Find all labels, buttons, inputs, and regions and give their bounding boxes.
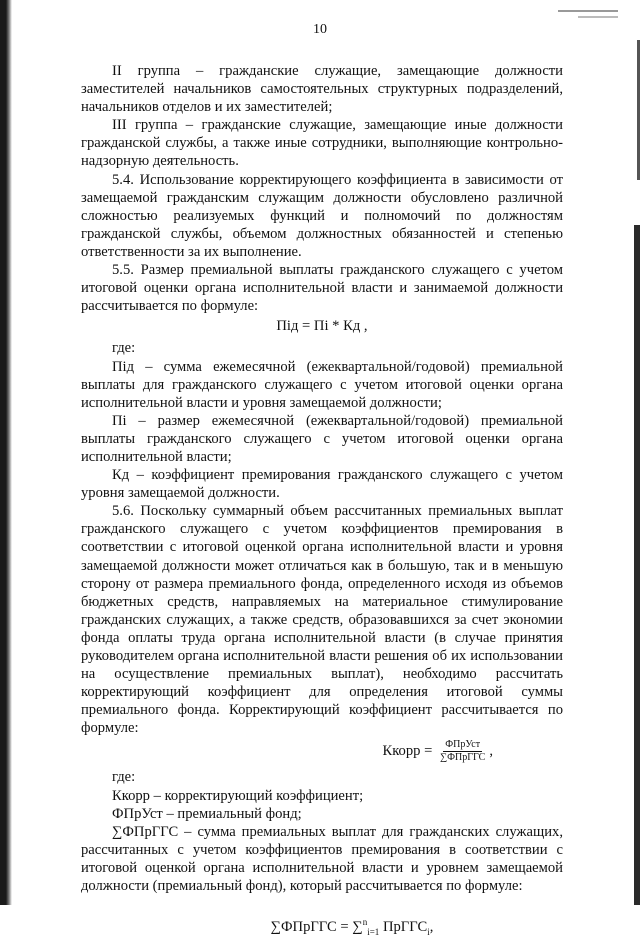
formula-sum-term-sub: i [427,926,430,937]
formula-kkorr-fraction [438,739,487,764]
formula-sum-fprggs [81,913,563,941]
paragraph-5-4: 5.4. Использование корректирующего коэффициента в зависимости от замещаемой гражданским служащим должности обусловлено различной сложностью реализуемых функций и полномочий по должностям гражданской службы, объемом должностных обязанностей и степенью ответственности за их выполнение. [81,171,563,260]
formula-kkorr-lhs: Ккорр = [382,743,433,760]
formula-sum-lhs: ∑ФПрГГС = [270,918,353,935]
definition-fprust: ФПрУст – премиальный фонд; [112,805,302,822]
formula-pid: Пiд = Пi * Кд , [276,318,368,335]
paragraph-5-5: 5.5. Размер премиальной выплаты гражданского служащего с учетом итоговой оценки органа исполнительной власти и занимаемой должности рассчитывается по формуле: [81,262,563,315]
formula-sum-sub: i=1 [367,926,380,937]
definition-kd: Кд – коэффициент премирования гражданского служащего с учетом уровня замещаемой должности. [81,467,563,502]
formula-kkorr-tail: , [489,743,493,760]
scan-right-border [634,225,640,905]
paragraph-group-2: II группа – гражданские служащие, замещающие должности заместителей начальников самостоятельных структурных подразделений, начальников отделов и их заместителей; [81,63,563,116]
scan-top-mark-2 [578,16,618,18]
definition-sum-fprggs: ∑ФПрГГС – сумма премиальных выплат для гражданских служащих, рассчитанных с учетом коэффициентов премирования в соответствии с итоговой оценкой органа исполнительной власти и уровнем замещаемой должности (премиальный фонд), который рассчитывается по формуле: [81,823,563,895]
paragraph-5-6: 5.6. Поскольку суммарный объем рассчитанных премиальных выплат гражданского служащего с учетом коэффициентов премирования в соответствии с итоговой оценкой органа исполнительной власти и уровня замещаемой должности может отличаться как в большую, так и в меньшую сторону от размера премиального фонда, определенного исходя из объемов бюджетных средств, направляемых на материальное стимулирование гражданских служащих, а также средств, образовавшихся за счет экономии фонда оплаты труда органа исполнительной власти (в случае принятия руководителем органа исполнительной власти решения об их использовании на осуществление премиальных выплат), необходимо рассчитать корректирующий коэффициент для определения итоговой суммы премиального фонда. Корректирующий коэффициент рассчитывается по формуле: [81,503,563,737]
definition-pid: Пiд – сумма ежемесячной (ежеквартальной/годовой) премиальной выплаты для гражданского служащего с учетом итоговой оценки органа исполнительной власти и уровня замещаемой должности; [81,358,563,411]
formula-sum-tail: , [429,918,434,935]
document-body [81,62,563,941]
formula-sum-term: ПрГГС [382,918,428,935]
formula-kkorr [81,739,563,764]
where-label-2: где: [112,769,136,786]
formula-kkorr-numerator: ФПрУст [445,739,481,751]
scan-left-border [0,0,12,905]
formula-sum-sup: n [362,917,368,928]
definition-kkorr: Ккорр – корректирующий коэффициент; [112,787,364,804]
definition-pi: Пi – размер ежемесячной (ежеквартальной/годовой) премиальной выплаты гражданского служащего с учетом итоговой оценки органа исполнительной власти; [81,412,563,465]
paragraph-group-3: III группа – гражданские служащие, замещающие иные должности гражданской службы, а также иные сотрудники, выполняющие контрольно-надзорную деятельность. [81,117,563,170]
scan-top-mark [558,10,618,12]
where-label-1: где: [112,340,136,357]
formula-sum-symbol: ∑ [352,918,363,935]
formula-kkorr-denominator: ∑ФПрГГС [439,752,486,764]
page-number: 10 [313,22,327,37]
